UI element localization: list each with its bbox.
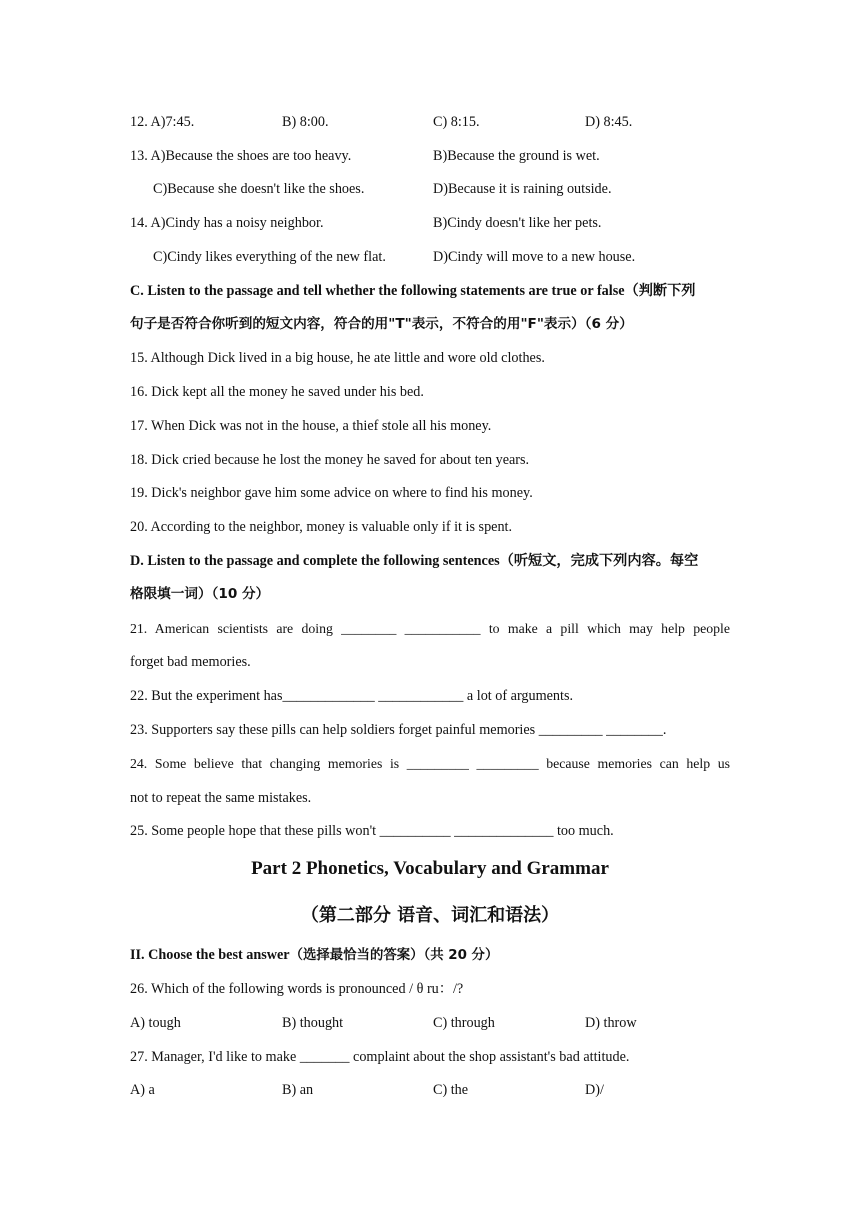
option-d: D)Cindy will move to a new house. [433,249,636,265]
question-26: 26. Which of the following words is pronounced / θ ru：/? [130,981,464,997]
question-26-options [130,1006,730,1040]
section-2-title: II. Choose the best answer [130,947,290,963]
option-b: B) 8:00. [282,114,329,130]
option-a: 13. A)Because the shoes are too heavy. [130,148,352,164]
question-13-row1 [130,139,730,173]
question-27: 27. Manager, I'd like to make _______ complaint about the shop assistant's bad attitude. [130,1049,630,1065]
question-24: 24. Some believe that changing memories is _________ _________ because memories can help us [130,756,730,771]
option-b: B) thought [282,1015,344,1031]
option-b: B)Cindy doesn't like her pets. [433,215,602,231]
option-a: A) a [130,1082,155,1098]
section-d-title: D. Listen to the passage and complete the following sentences [130,553,500,569]
part-2-title: Part 2 Phonetics, Vocabulary and Grammar [251,858,609,879]
question-25: 25. Some people hope that these pills won't __________ ______________ too much. [130,823,614,839]
option-b: B)Because the ground is wet. [433,148,600,164]
part-2-subtitle: （第二部分 语音、词汇和语法） [300,905,560,926]
section-d-heading [130,544,730,578]
option-c: C) through [433,1015,495,1031]
option-b: B) an [282,1082,314,1098]
question-22: 22. But the experiment has_____________ ____________ a lot of arguments. [130,688,574,704]
question-19: 19. Dick's neighbor gave him some advice on where to find his money. [130,485,533,501]
option-a: 12. A)7:45. [130,114,195,130]
section-c-heading [130,274,730,308]
option-c: C) 8:15. [433,114,480,130]
section-2-heading [130,938,730,972]
option-a: 14. A)Cindy has a noisy neighbor. [130,215,324,231]
question-12 [130,105,730,139]
option-c: C)Cindy likes everything of the new flat. [153,249,386,265]
section-c-instruction-cont: 句子是否符合你听到的短文内容，符合的用"T"表示，不符合的用"F"表示）（6 分） [130,316,633,332]
option-a: A) tough [130,1015,181,1031]
question-14-row1 [130,206,730,240]
question-17: 17. When Dick was not in the house, a thief stole all his money. [130,418,492,434]
option-c: C)Because she doesn't like the shoes. [153,181,365,197]
option-d: D)/ [585,1082,604,1098]
section-d-instruction-cont: 格限填一词）（10 分） [130,586,270,602]
question-21: 21. American scientists are doing ________ ___________ to make a pill which may help people [130,621,730,636]
section-2-instruction: （选择最恰当的答案）（共 20 分） [289,948,499,963]
question-16: 16. Dick kept all the money he saved under his bed. [130,384,424,400]
option-d: D) throw [585,1015,637,1031]
section-c-title: C. Listen to the passage and tell whether the following statements are true or false [130,283,625,299]
option-c: C) the [433,1082,469,1098]
question-23: 23. Supporters say these pills can help soldiers forget painful memories _________ ________. [130,722,667,738]
section-d-instruction: （听短文，完成下列内容。每空 [499,553,699,569]
question-13-row2 [130,172,730,206]
question-18: 18. Dick cried because he lost the money he saved for about ten years. [130,452,530,468]
option-d: D)Because it is raining outside. [433,181,612,197]
option-d: D) 8:45. [585,114,633,130]
section-c-instruction: （判断下列 [624,283,696,299]
question-14-row2 [130,240,730,274]
question-21-cont: forget bad memories. [130,654,251,670]
question-24-cont: not to repeat the same mistakes. [130,790,312,806]
question-15: 15. Although Dick lived in a big house, he ate little and wore old clothes. [130,350,545,366]
question-27-options [130,1073,730,1107]
question-20: 20. According to the neighbor, money is valuable only if it is spent. [130,519,513,535]
